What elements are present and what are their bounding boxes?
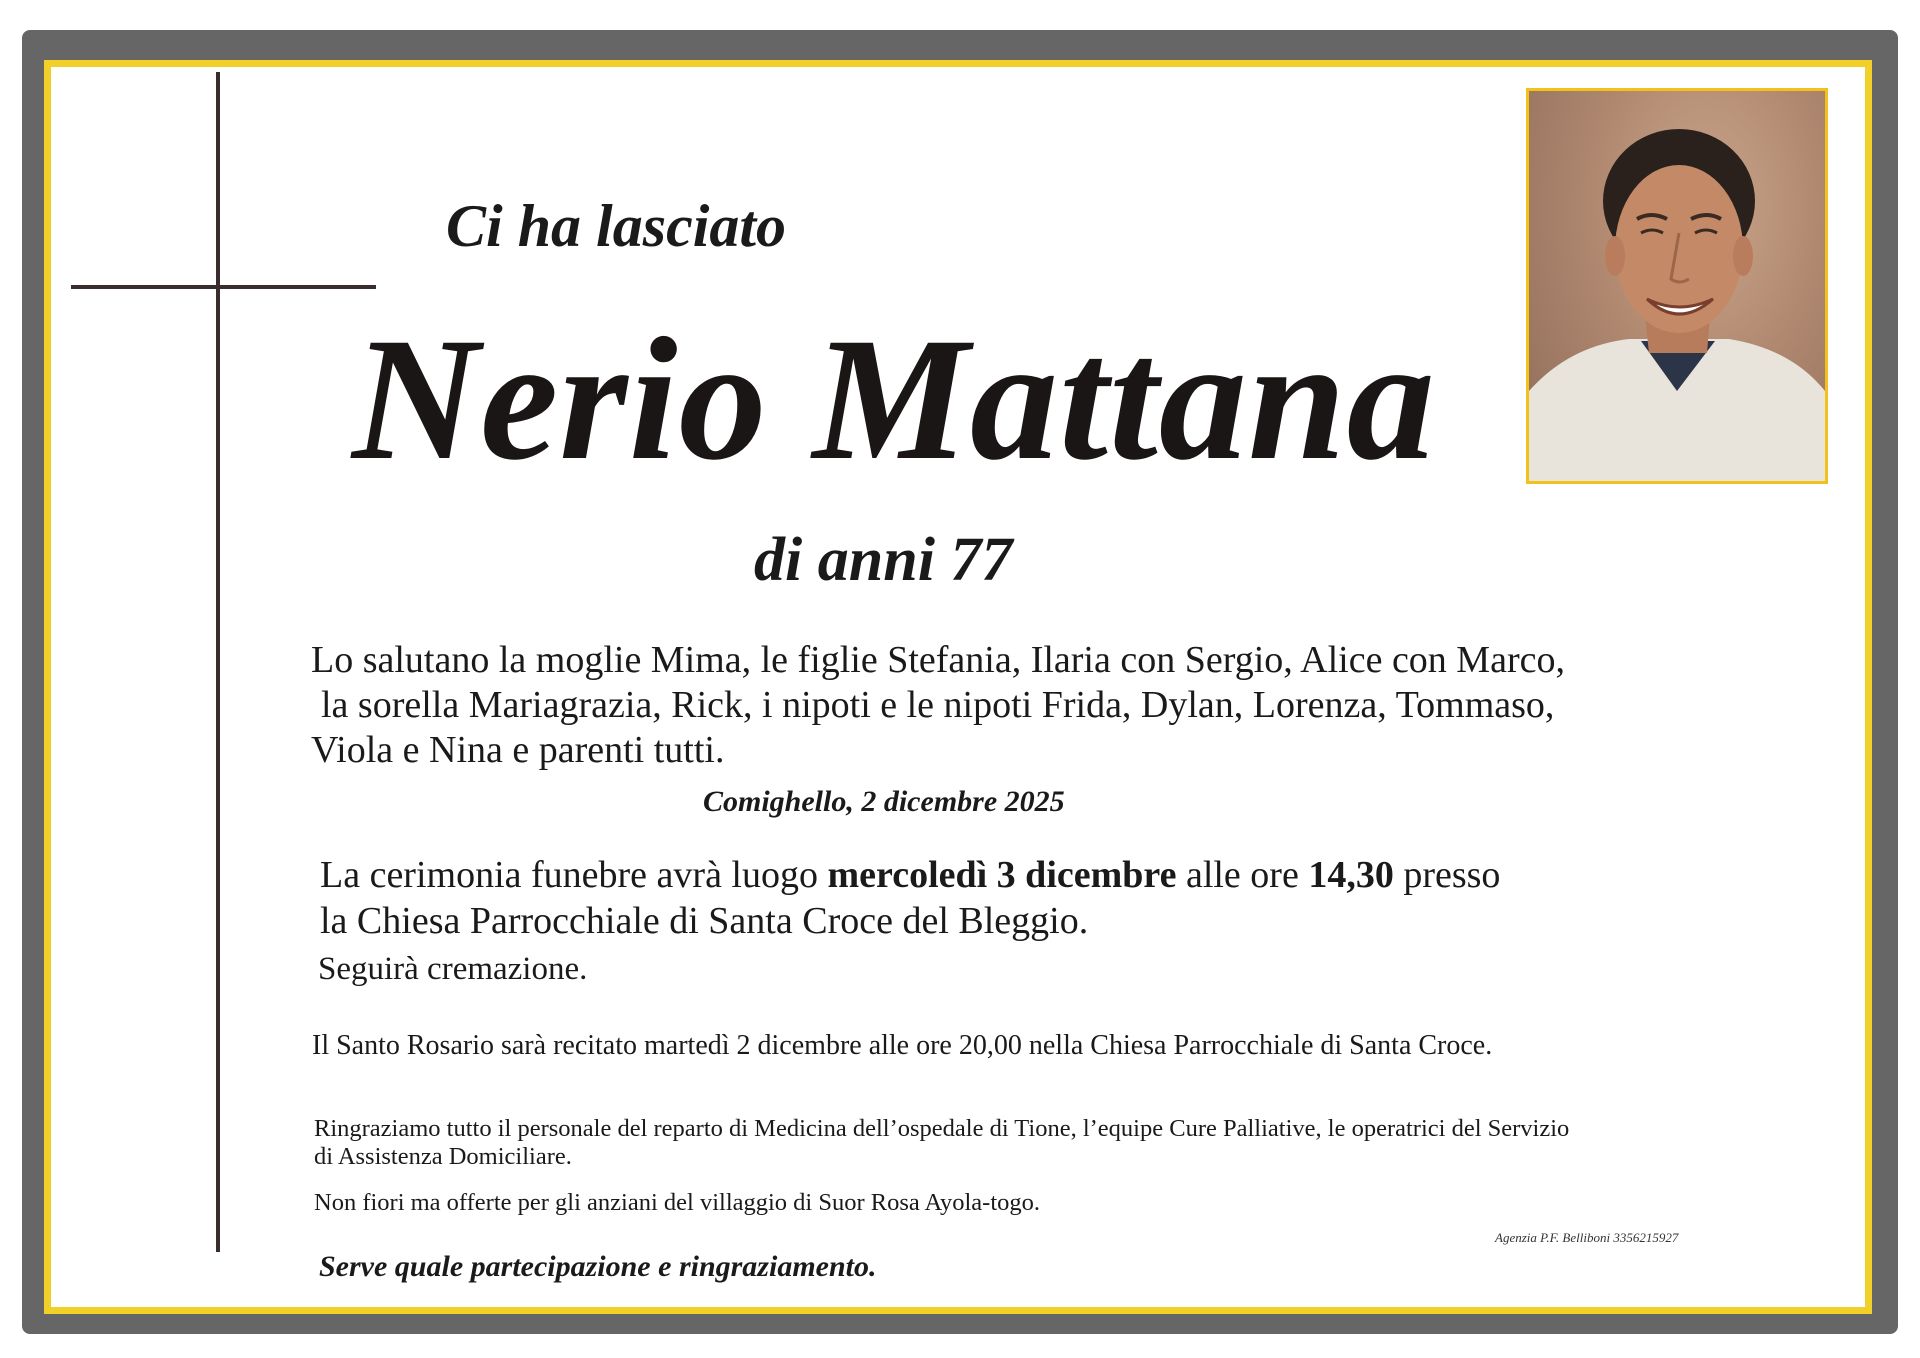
no-flowers-note: Non fiori ma offerte per gli anziani del villaggio di Suor Rosa Ayola-togo.	[314, 1189, 1041, 1216]
rosary-notice: Il Santo Rosario sarà recitato martedì 2 dicembre alle ore 20,00 nella Chiesa Parrocchiale di Santa Croce.	[312, 1030, 1493, 1061]
ceremony-day: mercoledì 3 dicembre	[827, 854, 1177, 896]
family-line: Viola e Nina e parenti tutti.	[311, 729, 725, 771]
cremation-note: Seguirà cremazione.	[318, 951, 588, 987]
thanks-line: Ringraziamo tutto il personale del reparto di Medicina dell’ospedale di Tione, l’equipe Cure Palliative, le operatrici del Servizio	[314, 1115, 1570, 1142]
cross-horizontal-bar	[71, 285, 376, 289]
intro-heading: Ci ha lasciato	[446, 193, 787, 259]
ceremony-time: 14,30	[1308, 854, 1394, 896]
place-date: Comighello, 2 dicembre 2025	[703, 785, 1065, 818]
closing-line: Serve quale partecipazione e ringraziamento.	[319, 1250, 877, 1283]
ceremony-line: la Chiesa Parrocchiale di Santa Croce del Bleggio.	[320, 900, 1089, 942]
ceremony-line: La cerimonia funebre avrà luogo mercoledì 3 dicembre alle ore 14,30 presso	[320, 854, 1501, 896]
agency-credit: Agenzia P.F. Belliboni 3356215927	[1495, 1230, 1679, 1245]
deceased-name: Nerio Mattana	[352, 302, 1436, 497]
family-line: la sorella Mariagrazia, Rick, i nipoti e le nipoti Frida, Dylan, Lorenza, Tommaso,	[321, 684, 1555, 726]
ceremony-paragraph	[320, 852, 1500, 992]
thanks-line: di Assistenza Domiciliare.	[314, 1143, 572, 1170]
age-line: di anni 77	[754, 526, 1013, 594]
cross-vertical-bar	[216, 72, 220, 1252]
portrait-photo	[1526, 88, 1828, 484]
family-paragraph	[311, 638, 1565, 773]
thanks-paragraph	[314, 1115, 1569, 1171]
family-line: Lo salutano la moglie Mima, le figlie Stefania, Ilaria con Sergio, Alice con Marco,	[311, 639, 1565, 681]
